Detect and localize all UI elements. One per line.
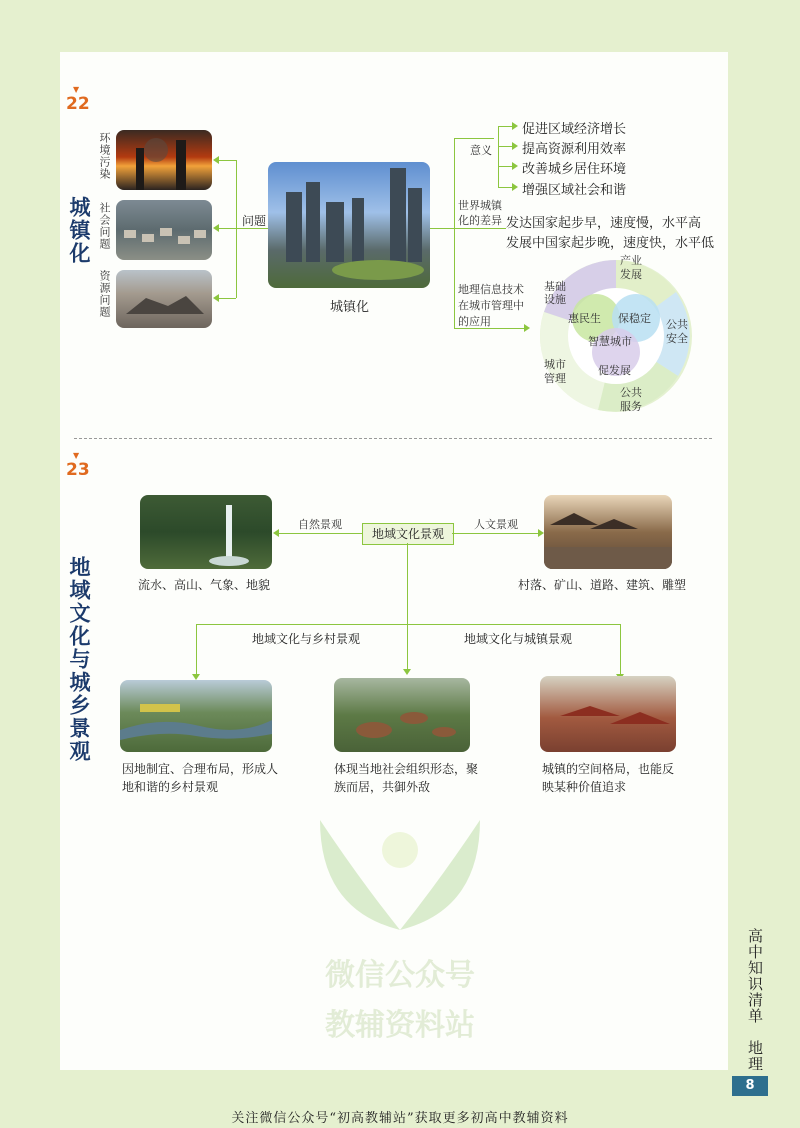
connector-natural xyxy=(278,533,362,534)
label-environment-pollution: 环境污染 xyxy=(98,132,111,180)
tulou-icon xyxy=(334,678,470,752)
diff-item-developing: 发展中国家起步晚，速度快，水平低 xyxy=(506,236,715,251)
ring-label: 基础设施 xyxy=(544,280,566,306)
arrow-left-icon xyxy=(213,156,219,164)
footer-note: 关注微信公众号“初高教辅站”获取更多初高中教辅资料 xyxy=(231,1111,569,1126)
connector-meaning xyxy=(454,138,494,139)
section-divider xyxy=(74,438,712,439)
natural-caption: 流水、高山、气象、地貌 xyxy=(138,578,271,592)
cultural-caption: 村落、矿山、道路、建筑、雕塑 xyxy=(518,578,687,592)
meaning-item: 增强区域社会和谐 xyxy=(522,183,627,198)
arrow-right-icon xyxy=(512,162,518,170)
diff-label: 世界城镇化的差异 xyxy=(458,199,502,227)
watermark-line2: 教辅资料站 xyxy=(325,1008,475,1043)
urban-label: 地域文化与城镇景观 xyxy=(464,632,573,646)
arrow-right-icon xyxy=(512,183,518,191)
rural-caption: 因地制宜、合理布局，形成人地和谐的乡村景观 xyxy=(122,762,279,794)
meaning-item: 促进区域经济增长 xyxy=(522,122,627,137)
connector-diff xyxy=(454,228,506,229)
smokestack-icon xyxy=(116,130,212,190)
side-tab: 高中知识清单 地理 xyxy=(746,928,764,1072)
label-social-problems: 社会问题 xyxy=(98,202,111,250)
arrow-right-icon xyxy=(538,529,544,537)
section-number-23: ▼ 23 xyxy=(66,451,90,480)
village-icon xyxy=(544,495,672,569)
arrow-left-icon xyxy=(213,294,219,302)
section-title-urbanization: 城镇化 xyxy=(67,196,91,265)
ring-label: 城市管理 xyxy=(544,358,566,385)
connector-left-top xyxy=(218,160,236,161)
connector-cultural xyxy=(452,533,538,534)
photo-forbidden-city xyxy=(540,676,676,752)
photo-resources xyxy=(116,270,212,328)
photo-traffic xyxy=(116,200,212,260)
connector-left-bottom xyxy=(218,298,236,299)
arrow-left-icon xyxy=(273,529,279,537)
gis-label: 地理信息技术在城市管理中的应用 xyxy=(458,283,524,328)
photo-cityscape xyxy=(268,162,430,288)
ring-label: 产业发展 xyxy=(620,254,642,281)
palace-icon xyxy=(540,676,676,752)
center-caption: 城镇化 xyxy=(330,300,370,315)
tulou-caption: 体现当地社会组织形态，聚族而居，共御外敌 xyxy=(334,762,479,794)
connector-left-vertical xyxy=(236,160,237,298)
river-icon xyxy=(120,680,272,752)
ring-label: 公共安全 xyxy=(666,318,688,345)
meaning-item: 改善城乡居住环境 xyxy=(522,162,627,177)
ring-inner: 促发展 xyxy=(598,364,631,377)
problem-label: 问题 xyxy=(242,214,267,228)
photo-waterfall xyxy=(140,495,272,569)
connector-horizontal xyxy=(196,624,620,625)
connector-right-vertical xyxy=(454,138,455,328)
connector-rural-down xyxy=(196,624,197,674)
arrow-left-icon xyxy=(213,224,219,232)
arrow-right-icon xyxy=(512,142,518,150)
photo-water-town xyxy=(544,495,672,569)
traffic-jam-icon xyxy=(116,200,212,260)
arrow-right-icon xyxy=(512,122,518,130)
ring-label: 公共服务 xyxy=(620,386,642,413)
diff-item-developed: 发达国家起步早，速度慢，水平高 xyxy=(506,216,702,231)
center-box-cultural-landscape: 地域文化景观 xyxy=(362,523,454,545)
label-resource-problems: 资源问题 xyxy=(98,270,111,318)
ring-inner: 保稳定 xyxy=(618,312,651,325)
section-title-regional-culture: 地域文化与城乡景观 xyxy=(67,556,91,763)
meaning-bracket xyxy=(498,126,499,188)
connector-urban-down xyxy=(620,624,621,674)
watermark-logo-icon xyxy=(300,800,500,950)
page-number: 8 xyxy=(732,1076,768,1096)
meaning-item: 提高资源利用效率 xyxy=(522,142,627,157)
photo-rural-river xyxy=(120,680,272,752)
waterfall-icon xyxy=(140,495,272,569)
rural-label: 地域文化与乡村景观 xyxy=(252,632,361,646)
photo-tulou xyxy=(334,678,470,752)
photo-pollution xyxy=(116,130,212,190)
ring-center: 智慧城市 xyxy=(588,335,632,348)
arrow-down-icon xyxy=(403,669,411,675)
natural-label: 自然景观 xyxy=(298,518,342,531)
connector-left-mid xyxy=(218,228,236,229)
ring-inner: 惠民生 xyxy=(568,312,601,325)
meaning-label: 意义 xyxy=(470,144,492,157)
watermark-line1: 微信公众号 xyxy=(325,958,475,993)
rubble-icon xyxy=(116,270,212,328)
connector-down xyxy=(407,543,408,669)
cultural-label: 人文景观 xyxy=(474,518,518,531)
urban-caption: 城镇的空间格局，也能反映某种价值追求 xyxy=(542,762,675,794)
skyline-icon xyxy=(268,162,430,288)
section-number-22: ▼ 22 xyxy=(66,85,90,114)
connector-right xyxy=(430,228,454,229)
